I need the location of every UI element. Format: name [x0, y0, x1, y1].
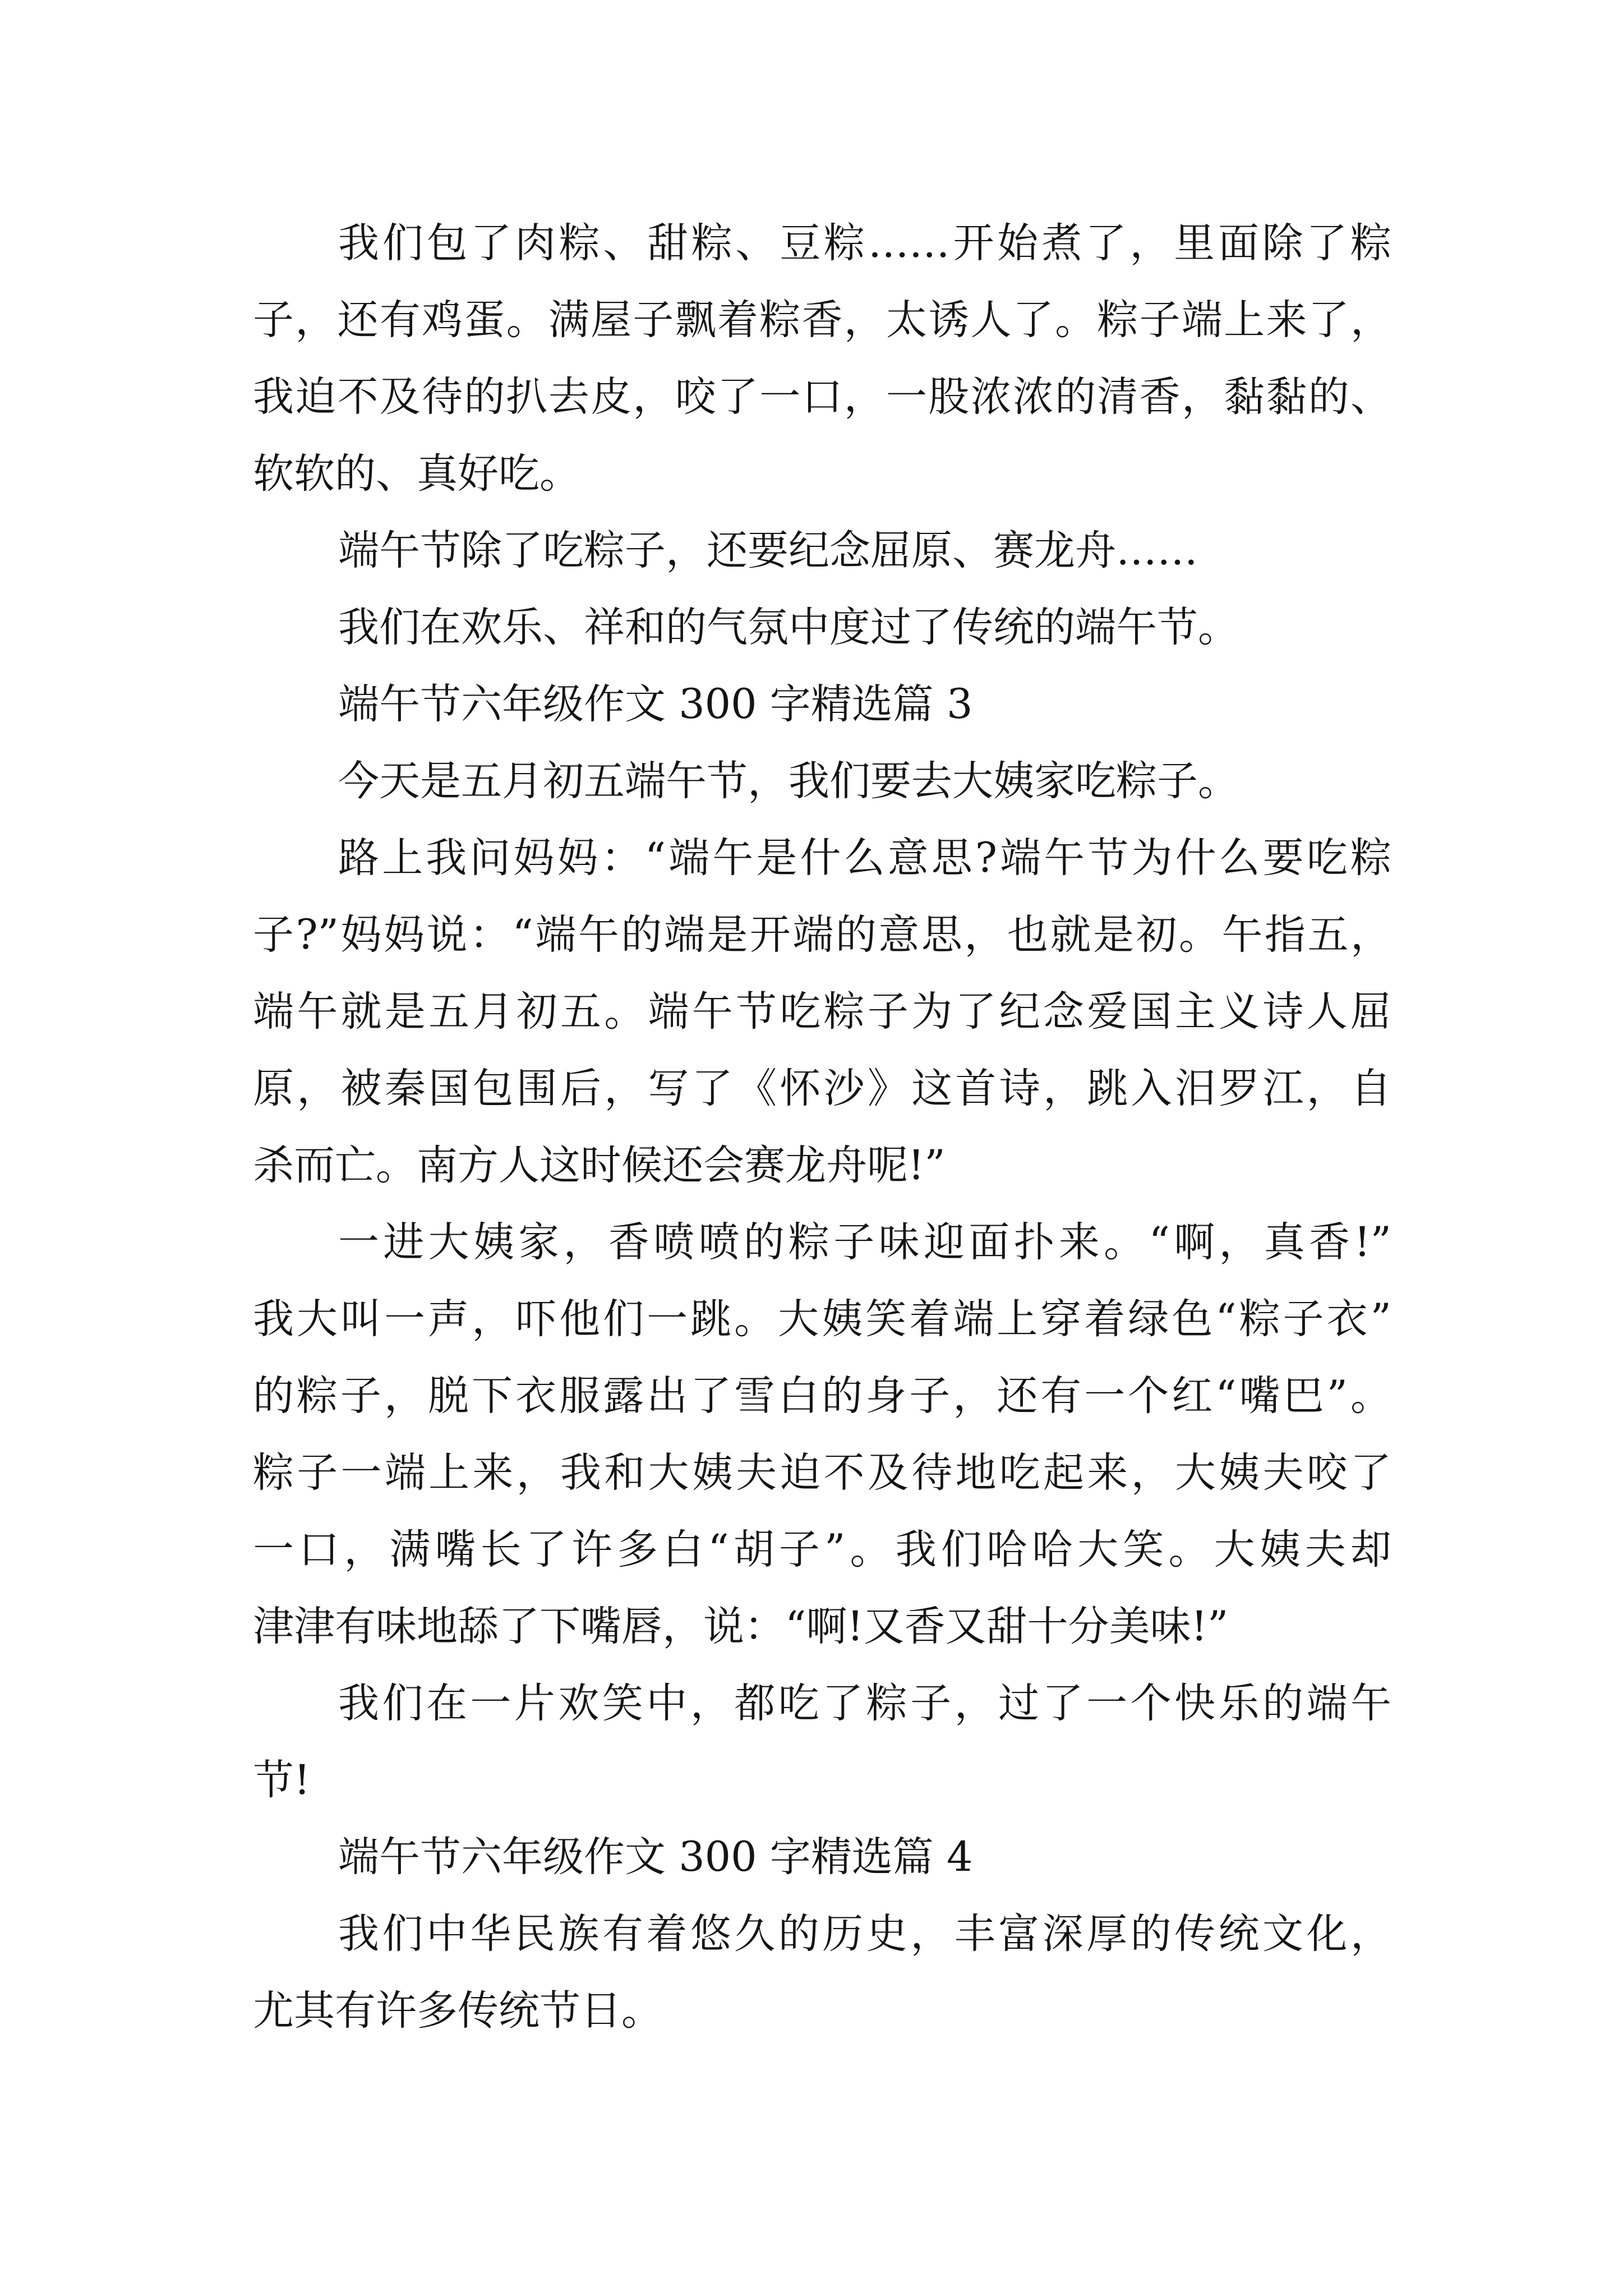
text-line: 今天是五月初五端午节，我们要去大姨家吃粽子。 — [338, 757, 1239, 805]
paragraph — [253, 743, 1391, 820]
text-line: 尤其有许多传统节日。 — [253, 1987, 662, 2035]
text-line: 节! — [253, 1756, 311, 1804]
paragraph — [253, 205, 1391, 512]
paragraph — [253, 512, 1391, 589]
text-line: 我们在欢乐、祥和的气氛中度过了传统的端午节。 — [338, 604, 1239, 651]
text-line: 津津有味地舔了下嘴唇，说：“啊!又香又甜十分美味!” — [253, 1603, 1229, 1650]
text-line: 端午节除了吃粽子，还要纪念屈原、赛龙舟…… — [338, 527, 1198, 574]
text-line: 我们在一片欢笑中，都吃了粽子，过了一个快乐的端午 — [338, 1680, 1391, 1727]
document-page — [253, 205, 1391, 2049]
paragraph — [253, 1895, 1391, 2049]
paragraph — [253, 589, 1391, 666]
section-heading: 端午节六年级作文 300 字精选篇 4 — [338, 1833, 973, 1881]
text-line: 原，被秦国包围后，写了《怀沙》这首诗，跳入汨罗江，自 — [253, 1065, 1391, 1112]
text-line: 子?”妈妈说：“端午的端是开端的意思，也就是初。午指五， — [253, 911, 1391, 959]
paragraph — [253, 820, 1391, 1204]
text-line: 粽子一端上来，我和大姨夫迫不及待地吃起来，大姨夫咬了 — [253, 1449, 1391, 1497]
text-line: 我迫不及待的扒去皮，咬了一口，一股浓浓的清香，黏黏的、 — [253, 373, 1391, 421]
text-line: 我大叫一声，吓他们一跳。大姨笑着端上穿着绿色“粽子衣” — [253, 1295, 1391, 1343]
paragraph — [253, 1204, 1391, 1665]
text-line: 一进大姨家，香喷喷的粽子味迎面扑来。“啊，真香!” — [338, 1218, 1391, 1266]
text-line: 我们中华民族有着悠久的历史，丰富深厚的传统文化， — [338, 1910, 1391, 1958]
text-line: 端午就是五月初五。端午节吃粽子为了纪念爱国主义诗人屈 — [253, 988, 1391, 1036]
text-line: 软软的、真好吃。 — [253, 450, 580, 498]
text-line: 一口，满嘴长了许多白“胡子”。我们哈哈大笑。大姨夫却 — [253, 1526, 1391, 1573]
section-heading: 端午节六年级作文 300 字精选篇 3 — [338, 680, 973, 728]
text-line: 的粽子，脱下衣服露出了雪白的身子，还有一个红“嘴巴”。 — [253, 1372, 1391, 1420]
text-line: 我们包了肉粽、甜粽、豆粽……开始煮了，里面除了粽 — [338, 219, 1391, 267]
text-line: 路上我问妈妈：“端午是什么意思?端午节为什么要吃粽 — [338, 834, 1391, 882]
text-line: 子，还有鸡蛋。满屋子飘着粽香，太诱人了。粽子端上来了， — [253, 296, 1391, 344]
text-line: 杀而亡。南方人这时候还会赛龙舟呢!” — [253, 1142, 946, 1189]
paragraph — [253, 1665, 1391, 1819]
